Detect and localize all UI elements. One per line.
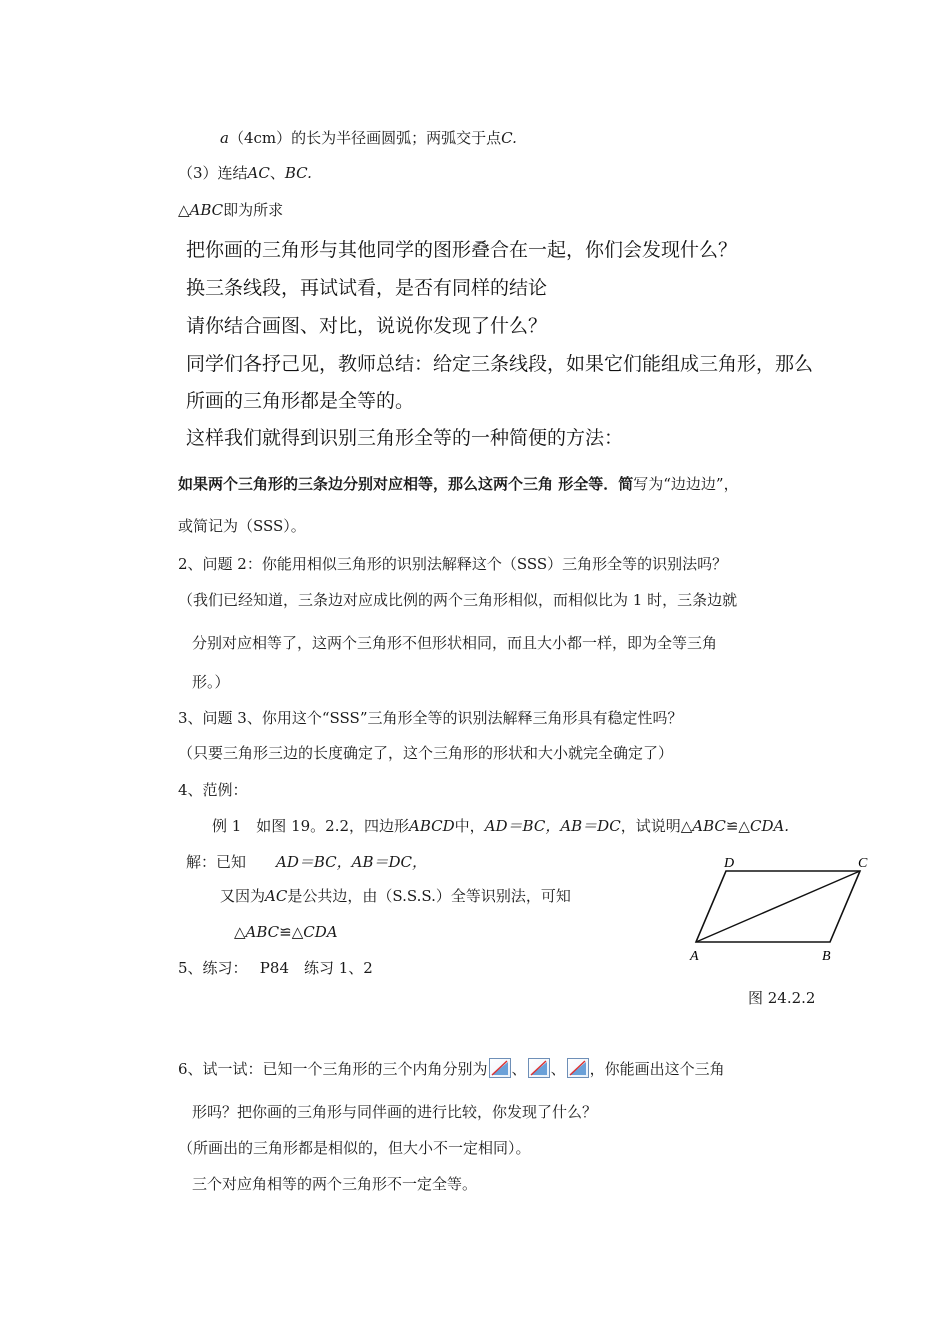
hw-line-4: 同学们各抒己见，教师总结：给定三条线段，如果它们能组成三角形，那么 — [186, 353, 814, 375]
vertex-label-d: D — [724, 857, 735, 871]
vertex-label-c: C — [858, 857, 868, 871]
practice-line: 5、练习： P84 练习 1、2 — [178, 959, 373, 977]
sss-rule-abbrev: 或简记为（SSS）。 — [178, 517, 306, 535]
question-2: 2、问题 2：你能用相似三角形的识别法解释这个（SSS）三角形全等的识别法吗？ — [178, 555, 728, 573]
example-heading: 4、范例： — [178, 781, 248, 799]
sss-rule-line: 如果两个三角形的三条边分别对应相等，那么这两个三角 形全等．简写为“边边边”， — [178, 475, 739, 493]
parallelogram-figure — [684, 857, 880, 965]
answer-6: （所画出的三角形都是相似的，但大小不一定相同）。 — [178, 1139, 531, 1157]
angle-image-icon — [489, 1058, 511, 1078]
figure-caption: 图 24.2.2 — [748, 989, 816, 1007]
question-6: 6、试一试：已知一个三角形的三个内角分别为 、 、 ，你能画出这个三角 — [178, 1060, 725, 1078]
answer-2-line-3: 形。） — [192, 673, 230, 691]
answer-2-line-2: 分别对应相等了，这两个三角形不但形状相同，而且大小都一样，即为全等三角 — [192, 634, 718, 652]
conclusion-6: 三个对应角相等的两个三角形不一定全等。 — [192, 1175, 478, 1193]
question-6-cont: 形吗？把你画的三角形与同伴画的进行比较，你发现了什么？ — [192, 1103, 598, 1121]
vertex-label-a: A — [690, 949, 699, 964]
angle-image-icon — [567, 1058, 589, 1078]
parallelogram-diagram — [684, 857, 880, 965]
hw-line-3: 请你结合画图、对比，说说你发现了什么？ — [186, 315, 548, 337]
answer-3: （只要三角形三边的长度确定了，这个三角形的形状和大小就完全确定了） — [178, 744, 674, 762]
solution-conclusion: △ABC≌△CDA — [234, 923, 338, 941]
hw-line-6: 这样我们就得到识别三角形全等的一种简便的方法： — [186, 427, 624, 449]
hw-line-2: 换三条线段，再试试看，是否有同样的结论 — [186, 277, 548, 299]
text-line-arc: a（4cm）的长为半径画圆弧；两弧交于点C. — [220, 129, 517, 147]
hw-line-1: 把你画的三角形与其他同学的图形叠合在一起，你们会发现什么？ — [186, 239, 738, 261]
hw-line-5: 所画的三角形都是全等的。 — [186, 390, 415, 412]
answer-2-line-1: （我们已经知道，三条边对应成比例的两个三角形相似，而相似比为 1 时，三条边就 — [178, 591, 738, 609]
text-line-connect: （3）连结AC、BC. — [178, 164, 312, 182]
diagonal-ac — [696, 871, 860, 942]
solution-given: 解：已知 AD＝BC，AB＝DC， — [186, 853, 428, 871]
question-3: 3、问题 3、你用这个“SSS”三角形全等的识别法解释三角形具有稳定性吗？ — [178, 709, 683, 727]
text-line-result: △ABC即为所求 — [178, 201, 284, 219]
example-1-statement: 例 1 如图 19。2.2，四边形ABCD中，AD＝BC，AB＝DC，试说明△ABC≌△CDA. — [212, 817, 790, 835]
angle-image-icon — [528, 1058, 550, 1078]
solution-reason: 又因为AC是公共边，由（S.S.S.）全等识别法，可知 — [220, 887, 571, 905]
vertex-label-b: B — [822, 949, 831, 964]
